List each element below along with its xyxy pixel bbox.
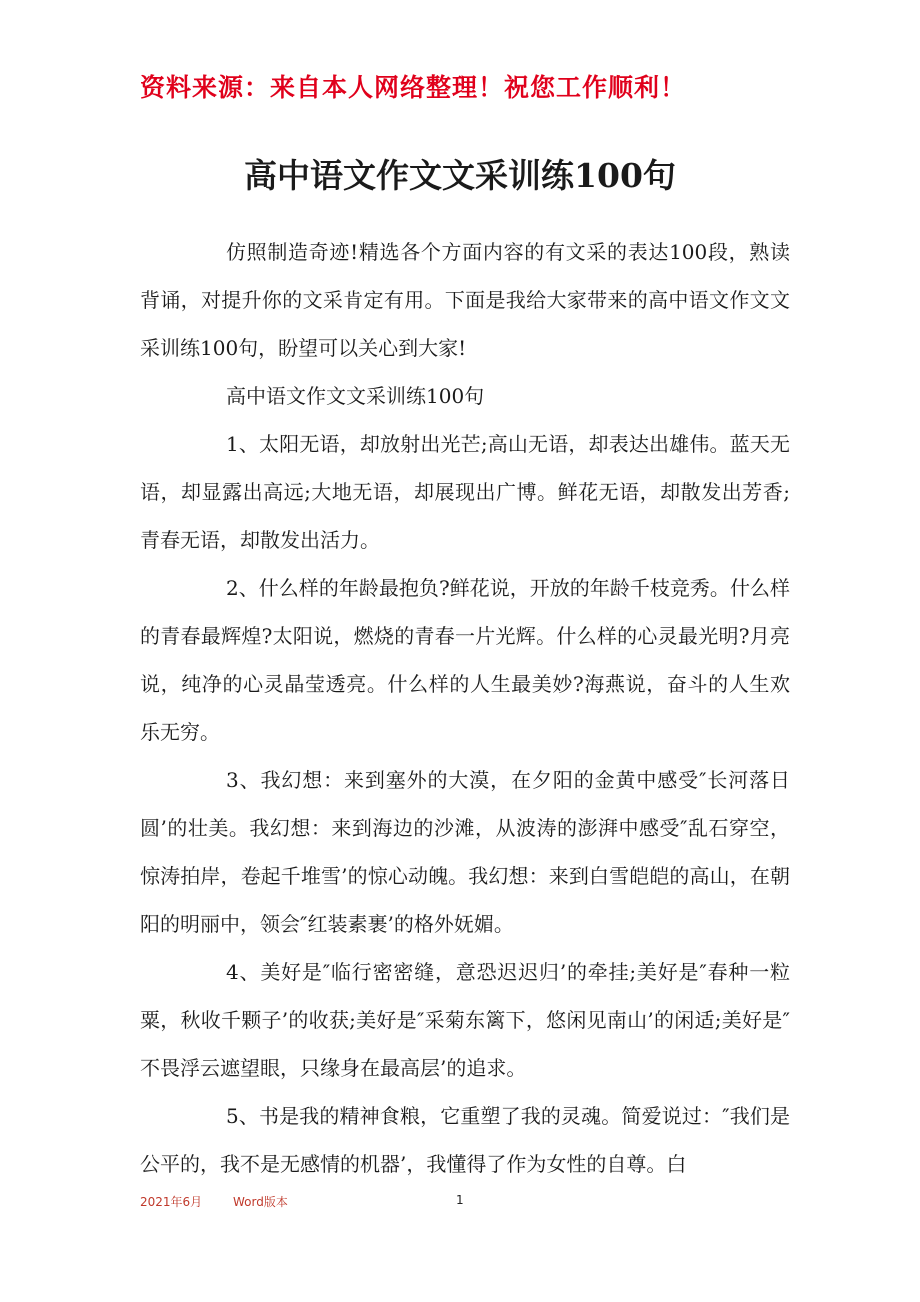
footer-version: Word版本 xyxy=(233,1195,288,1209)
list-item: 4、美好是″临行密密缝，意恐迟迟归’的牵挂;美好是″春种一粒粟，秋收千颗子’的收获;美好是″采菊东篱下，悠闲见南山’的闲适;美好是″不畏浮云遮望眼，只缘身在最高层’的追求。 xyxy=(140,960,790,1080)
page-number: 1 xyxy=(456,1193,464,1207)
source-banner: 资料来源：来自本人网络整理！祝您工作顺利！ xyxy=(140,73,687,102)
document-body xyxy=(140,228,790,1188)
list-item: 2、什么样的年龄最抱负?鲜花说，开放的年龄千枝竞秀。什么样的青春最辉煌?太阳说，燃烧的青春一片光辉。什么样的心灵最光明?月亮说，纯净的心灵晶莹透亮。什么样的人生最美妙?海燕说，奋斗的人生欢乐无穷。 xyxy=(140,576,790,744)
list-item: 1、太阳无语，却放射出光芒;高山无语，却表达出雄伟。蓝天无语，却显露出高远;大地无语，却展现出广博。鲜花无语，却散发出芳香;青春无语，却散发出活力。 xyxy=(140,432,790,552)
page-footer xyxy=(140,1193,790,1213)
intro-paragraph: 仿照制造奇迹!精选各个方面内容的有文采的表达100段，熟读背诵，对提升你的文采肯定有用。下面是我给大家带来的高中语文作文文采训练100句，盼望可以关心到大家! xyxy=(140,240,790,360)
document-title: 高中语文作文文采训练100句 xyxy=(244,156,676,195)
section-heading: 高中语文作文文采训练100句 xyxy=(226,384,485,408)
footer-date: 2021年6月 xyxy=(140,1195,203,1209)
list-item: 3、我幻想：来到塞外的大漠，在夕阳的金黄中感受″长河落日圆’的壮美。我幻想：来到海边的沙滩，从波涛的澎湃中感受″乱石穿空，惊涛拍岸，卷起千堆雪’的惊心动魄。我幻想：来到白雪皑皑的高山，在朝阳的明丽中，领会″红装素裹’的格外妩媚。 xyxy=(140,768,790,936)
list-item: 5、书是我的精神食粮，它重塑了我的灵魂。简爱说过：″我们是公平的，我不是无感情的机器’，我懂得了作为女性的自尊。白 xyxy=(140,1104,790,1176)
